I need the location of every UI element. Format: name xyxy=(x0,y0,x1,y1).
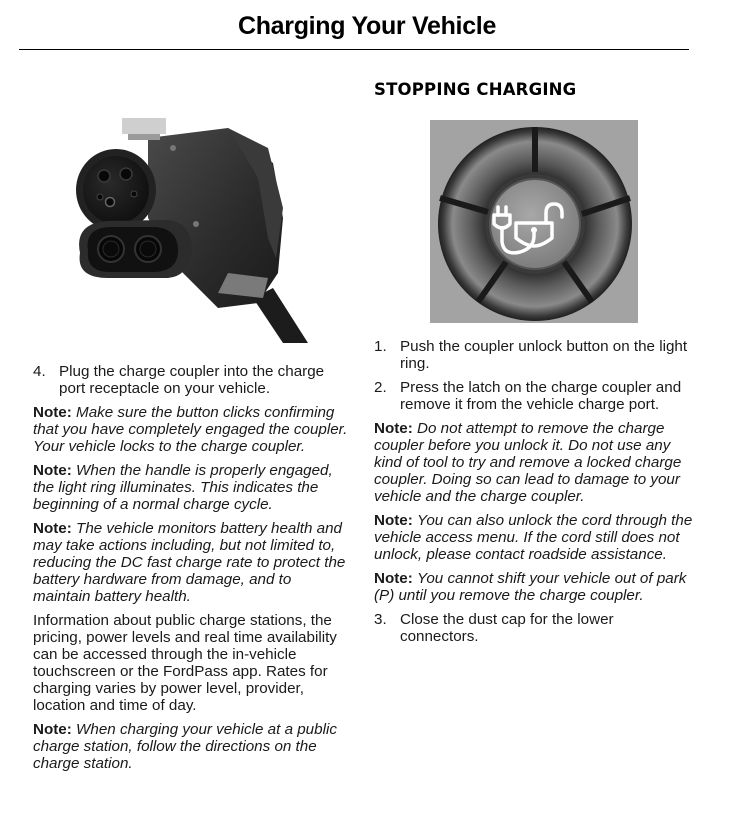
note-text: The vehicle monitors battery health and may take actions including, but not limited to, reducing the DC fast charge rate to protect the battery hardware from damage, and to maintain battery health. xyxy=(33,520,346,605)
step-text: Close the dust cap for the lower connectors. xyxy=(400,611,614,645)
note-button-clicks xyxy=(33,404,348,455)
note-text: Make sure the button clicks confirming that you have completely engaged the coupler. Your vehicle locks to the charge coupler. xyxy=(33,404,348,455)
step-number: 2. xyxy=(374,379,387,396)
public-charge-info: Information about public charge stations, the pricing, power levels and real time availability can be accessed through the in-vehicle touchscreen or the FordPass app. Rates for charging varies by power level, provider, location and time of day. xyxy=(33,612,337,714)
note-label: Note: xyxy=(33,462,72,479)
note-label: Note: xyxy=(33,520,72,537)
note-label: Note: xyxy=(33,721,72,738)
note-text: When the handle is properly engaged, the light ring illuminates. This indicates the beginning of a normal charge cycle. xyxy=(33,462,333,513)
section-heading-stopping-charging: STOPPING CHARGING xyxy=(374,80,577,99)
note-do-not-remove xyxy=(374,420,694,505)
step-number: 3. xyxy=(374,611,387,628)
note-text: When charging your vehicle at a public charge station, follow the directions on the charge station. xyxy=(33,721,337,772)
right-column xyxy=(374,338,694,652)
note-public-station xyxy=(33,721,348,772)
step-4 xyxy=(33,363,348,397)
note-label: Note: xyxy=(33,404,72,421)
note-label: Note: xyxy=(374,512,413,529)
page-title: Charging Your Vehicle xyxy=(237,12,497,40)
note-text: Do not attempt to remove the charge coupler before you unlock it. Do not use any kind of tool to try and remove a locked charge coupler. Doing so can lead to damage to your vehicle and the charge coupler. xyxy=(374,420,682,505)
note-label: Note: xyxy=(374,570,413,587)
note-text: You can also unlock the cord through the vehicle access menu. If the cord still does not unlock, please contact roadside assistance. xyxy=(374,512,693,563)
step-number: 4. xyxy=(33,363,46,380)
note-light-ring xyxy=(33,462,348,513)
note-text: You cannot shift your vehicle out of park (P) until you remove the charge coupler. xyxy=(374,570,687,604)
light-ring-image xyxy=(430,120,638,323)
step-2 xyxy=(374,379,694,413)
note-park xyxy=(374,570,694,604)
step-text: Plug the charge coupler into the charge port receptacle on your vehicle. xyxy=(59,363,325,397)
step-number: 1. xyxy=(374,338,387,355)
step-text: Push the coupler unlock button on the light ring. xyxy=(400,338,688,372)
step-3 xyxy=(374,611,694,645)
step-1 xyxy=(374,338,694,372)
note-label: Note: xyxy=(374,420,413,437)
charge-coupler-image xyxy=(68,108,340,343)
note-battery-health xyxy=(33,520,348,605)
step-text: Press the latch on the charge coupler and remove it from the vehicle charge port. xyxy=(400,379,682,413)
note-access-menu xyxy=(374,512,694,563)
left-column xyxy=(33,363,348,779)
title-divider xyxy=(19,49,689,50)
